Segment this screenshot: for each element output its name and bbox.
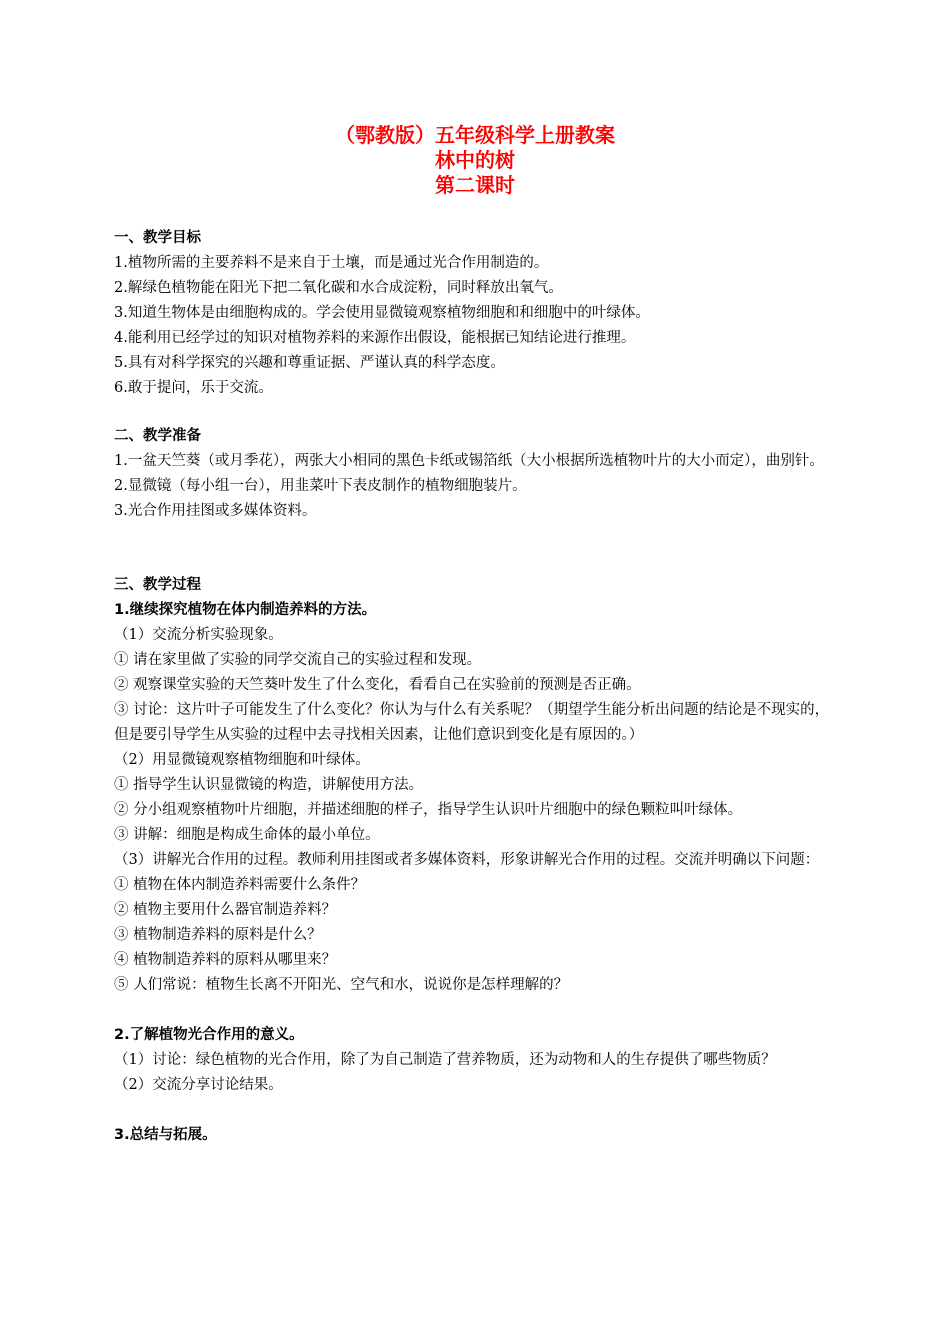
lesson-title: 林中的树: [435, 148, 515, 172]
process-line: ④ 植物制造养料的原料从哪里来？: [114, 952, 337, 968]
process-line: ③ 讲解：细胞是构成生命体的最小单位。: [114, 827, 380, 843]
process-line: ① 请在家里做了实验的同学交流自己的实验过程和发现。: [114, 652, 482, 668]
objective-item: 4.能利用已经学过的知识对植物养料的来源作出假设，能根据已知结论进行推理。: [114, 330, 636, 346]
preparation-item: 3.光合作用挂图或多媒体资料。: [114, 503, 317, 519]
lesson-period: 第二课时: [435, 173, 515, 197]
objective-item: 5.具有对科学探究的兴趣和尊重证据、严谨认真的科学态度。: [114, 355, 505, 371]
process-line: ③ 讨论：这片叶子可能发生了什么变化？你认为与什么有关系呢？（期望学生能分析出问题的结论是不现实的，但是要引导学生从实验的过程中去寻找相关因素，让他们意识到变化是有原因的。）: [114, 702, 830, 743]
subsection-heading: 2.了解植物光合作用的意义。: [114, 1027, 304, 1043]
subsection-heading: 3.总结与拓展。: [114, 1127, 217, 1143]
process-line: （1）交流分析实验现象。: [114, 627, 283, 643]
section-heading: 二、教学准备: [114, 428, 201, 444]
process-line: ③ 植物制造养料的原料是什么？: [114, 927, 322, 943]
section-heading: 一、教学目标: [114, 230, 201, 246]
process-line: ⑤ 人们常说：植物生长离不开阳光、空气和水，说说你是怎样理解的？: [114, 977, 569, 993]
process-line: （1）讨论：绿色植物的光合作用，除了为自己制造了营养物质，还为动物和人的生存提供了哪些物质？: [114, 1052, 776, 1068]
section-process: [114, 573, 840, 1148]
process-line: （3）讲解光合作用的过程。教师利用挂图或者多媒体资料，形象讲解光合作用的过程。交流并明确以下问题：: [114, 852, 820, 868]
process-line: ② 观察课堂实验的天竺葵叶发生了什么变化，看看自己在实验前的预测是否正确。: [114, 677, 641, 693]
spacer: [114, 998, 840, 1023]
objective-item: 3.知道生物体是由细胞构成的。学会使用显微镜观察植物细胞和和细胞中的叶绿体。: [114, 305, 650, 321]
objective-item: 2.解绿色植物能在阳光下把二氧化碳和水合成淀粉，同时释放出氧气。: [114, 280, 563, 296]
process-line: ① 指导学生认识显微镜的构造，讲解使用方法。: [114, 777, 424, 793]
process-line: （2）交流分享讨论结果。: [114, 1077, 283, 1093]
spacer: [114, 1098, 840, 1123]
process-line: ① 植物在体内制造养料需要什么条件？: [114, 877, 366, 893]
objective-item: 6.敢于提问，乐于交流。: [114, 380, 273, 396]
process-line: ② 植物主要用什么器官制造养料？: [114, 902, 337, 918]
process-line: ② 分小组观察植物叶片细胞，并描述细胞的样子，指导学生认识叶片细胞中的绿色颗粒叫叶绿体。: [114, 802, 743, 818]
document-title: （鄂教版）五年级科学上册教案: [335, 123, 615, 147]
process-line: （2）用显微镜观察植物细胞和叶绿体。: [114, 752, 370, 768]
section-heading: 三、教学过程: [114, 577, 201, 593]
preparation-item: 2.显微镜（每小组一台），用韭菜叶下表皮制作的植物细胞装片。: [114, 478, 527, 494]
subsection-heading: 1.继续探究植物在体内制造养料的方法。: [114, 602, 377, 618]
preparation-item: 1.一盆天竺葵（或月季花），两张大小相同的黑色卡纸或锡箔纸（大小根据所选植物叶片的大小而定），曲别针。: [114, 453, 824, 469]
section-preparation: [114, 424, 840, 524]
section-objectives: [114, 226, 840, 401]
objective-item: 1.植物所需的主要养料不是来自于土壤，而是通过光合作用制造的。: [114, 255, 549, 271]
